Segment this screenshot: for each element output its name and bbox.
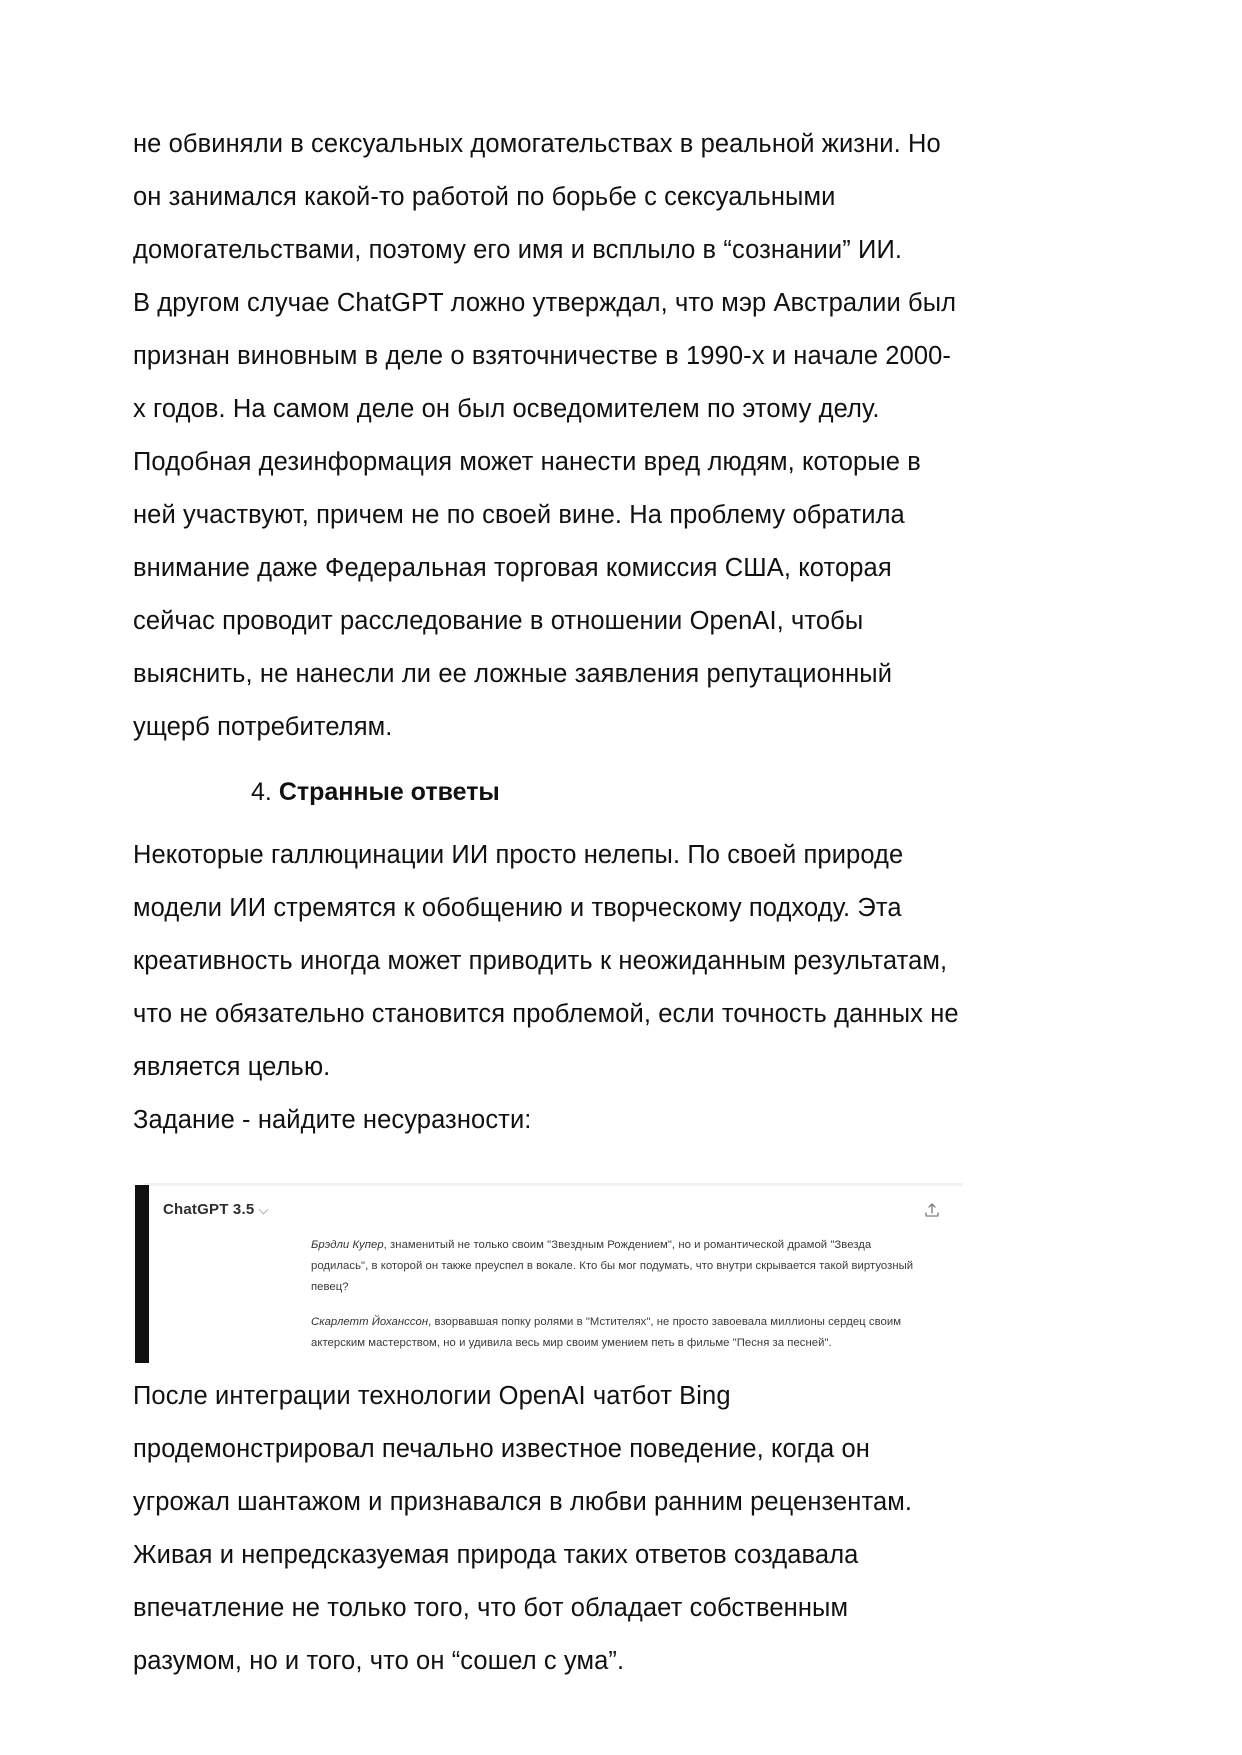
chat-message-bradley-cooper-rest: , знаменитый не только своим "Звездным Рождением", но и романтической драмой "Звезда родилась", в которой он также преуспел в вокале. Кто бы мог подумать, что внутри скрывается такой виртуозный певец?	[311, 1239, 914, 1293]
paragraph-weird-answers: Некоторые галлюцинации ИИ просто нелепы. По своей природе модели ИИ стремятся к обобщению и творческому подходу. Эта креативность иногда может приводить к неожиданным результатам, что не обязательно становится проблемой, если точность данных не является целью.	[133, 841, 959, 1081]
chat-message-bradley-cooper	[311, 1235, 931, 1298]
screenshot-frame	[133, 1183, 963, 1363]
model-selector[interactable]	[163, 1201, 269, 1218]
section-heading-number: 4.	[251, 778, 272, 806]
section-heading-title: Странные ответы	[278, 778, 500, 806]
chat-response-body	[311, 1235, 931, 1354]
model-selector-label: ChatGPT 3.5	[163, 1201, 255, 1218]
screenshot-top-divider	[143, 1183, 963, 1186]
paragraph-ftc-investigation: Подобная дезинформация может нанести вред людям, которые в ней участвуют, причем не по своей вине. На проблему обратила внимание даже Федеральная торговая комиссия США, которая сейчас проводит расследование в отношении OpenAI, чтобы выяснить, не нанесли ли ее ложные заявления репутационный ущерб потребителям.	[133, 448, 921, 741]
chat-message-scarlett-johansson	[311, 1312, 931, 1354]
paragraph-task-prompt: Задание - найдите несуразности:	[133, 1106, 532, 1134]
section-heading	[133, 766, 963, 819]
paragraph-misinformation: не обвиняли в сексуальных домогательствах в реальной жизни. Но он занимался какой-то работой по борьбе с сексуальными домогательствами, поэтому его имя и всплыло в “сознании” ИИ.	[133, 130, 941, 264]
document-content	[133, 118, 963, 1688]
screenshot-sidebar-bar	[135, 1185, 149, 1363]
paragraph-australia-mayor: В другом случае ChatGPT ложно утверждал, что мэр Австралии был признан виновным в деле о взяточничестве в 1990-х и начале 2000-х годов. На самом деле он был осведомителем по этому делу.	[133, 289, 957, 423]
chat-emphasis-bradley-cooper: Брэдли Купер	[311, 1239, 384, 1251]
paragraph-bing-chatbot: После интеграции технологии OpenAI чатбот Bing продемонстрировал печально известное поведение, когда он угрожал шантажом и признавался в любви ранним рецензентам. Живая и непредсказуемая природа таких ответов создавала впечатление не только того, что бот обладает собственным разумом, но и того, что он “сошел с ума”.	[133, 1382, 913, 1675]
chat-message-scarlett-johansson-rest: , взорвавшая попку ролями в "Мстителях", не просто завоевала миллионы сердец своим актерским мастерством, но и удивила весь мир своим умением петь в фильме "Песня за песней".	[311, 1316, 902, 1349]
share-upload-icon[interactable]	[923, 1201, 941, 1219]
embedded-chatgpt-screenshot	[133, 1175, 963, 1370]
chevron-down-icon	[260, 1205, 269, 1214]
chat-emphasis-scarlett-johansson: Скарлетт Йоханссон	[311, 1316, 429, 1328]
